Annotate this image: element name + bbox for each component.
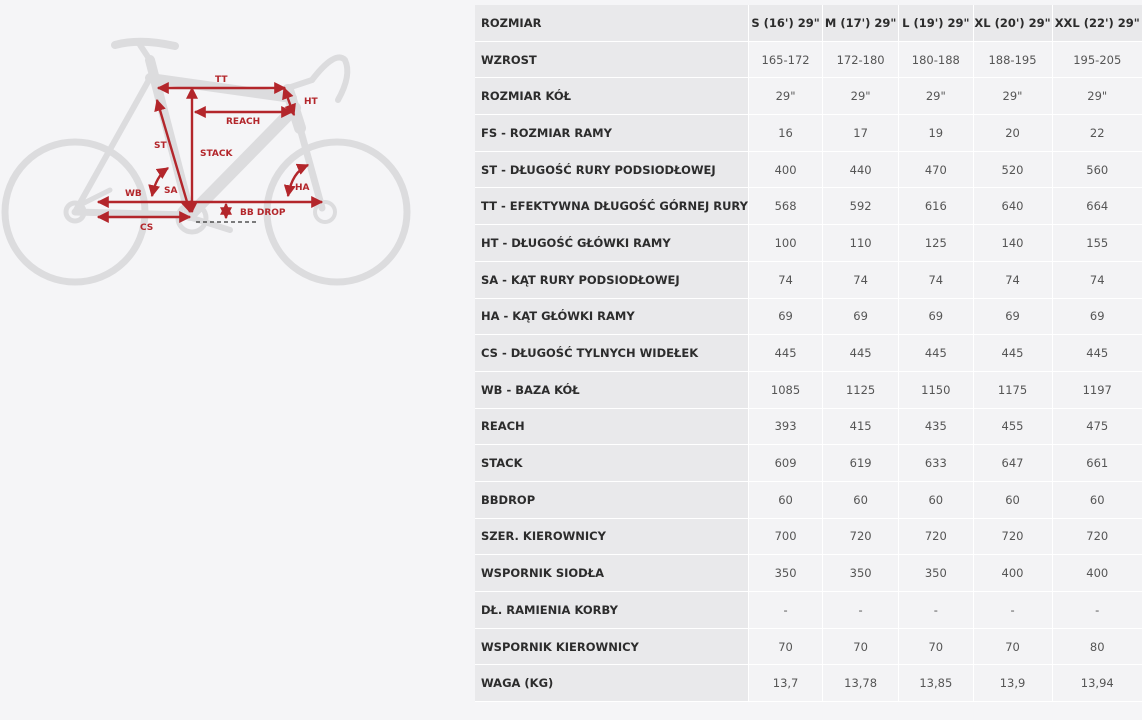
table-row [475, 262, 1142, 299]
table-cell: 440 [822, 152, 898, 189]
table-cell: 69 [822, 299, 898, 336]
table-cell: 69 [1052, 299, 1142, 336]
table-cell: 350 [898, 555, 972, 592]
table-cell: - [822, 592, 898, 629]
table-cell: 195-205 [1052, 42, 1142, 79]
size-column-header: L (19') 29" [898, 5, 972, 42]
row-label: WAGA (KG) [475, 665, 748, 702]
table-cell: 188-195 [973, 42, 1052, 79]
row-label: WSPORNIK SIODŁA [475, 555, 748, 592]
table-row [475, 152, 1142, 189]
table-cell: 520 [973, 152, 1052, 189]
size-column-header: XXL (22') 29" [1052, 5, 1142, 42]
table-cell: 16 [748, 115, 822, 152]
row-label: WB - BAZA KÓŁ [475, 372, 748, 409]
table-cell: 1197 [1052, 372, 1142, 409]
row-label: FS - ROZMIAR RAMY [475, 115, 748, 152]
table-cell: 445 [748, 335, 822, 372]
table-cell: 13,7 [748, 665, 822, 702]
table-cell: 13,9 [973, 665, 1052, 702]
table-cell: 568 [748, 188, 822, 225]
label-cs: CS [140, 223, 154, 233]
table-cell: 69 [973, 299, 1052, 336]
label-reach: REACH [226, 117, 261, 127]
label-ht: HT [304, 97, 318, 107]
table-cell: 592 [822, 188, 898, 225]
row-label: HA - KĄT GŁÓWKI RAMY [475, 299, 748, 336]
table-cell: 74 [973, 262, 1052, 299]
table-row [475, 482, 1142, 519]
bike-geometry-diagram [0, 0, 475, 300]
table-cell: 13,94 [1052, 665, 1142, 702]
size-column-header: S (16') 29" [748, 5, 822, 42]
table-cell: 700 [748, 519, 822, 556]
table-row [475, 78, 1142, 115]
table-cell: 475 [1052, 409, 1142, 446]
row-label: WSPORNIK KIEROWNICY [475, 629, 748, 666]
row-label: TT - EFEKTYWNA DŁUGOŚĆ GÓRNEJ RURY [475, 188, 748, 225]
table-header-row [475, 5, 1142, 42]
table-cell: 140 [973, 225, 1052, 262]
table-cell: 60 [973, 482, 1052, 519]
table-cell: 13,85 [898, 665, 972, 702]
row-label: CS - DŁUGOŚĆ TYLNYCH WIDEŁEK [475, 335, 748, 372]
label-stack: STACK [200, 149, 233, 159]
table-cell: 70 [748, 629, 822, 666]
table-cell: 29" [898, 78, 972, 115]
header-label: ROZMIAR [475, 5, 748, 42]
table-cell: 1150 [898, 372, 972, 409]
table-cell: 1125 [822, 372, 898, 409]
table-cell: 560 [1052, 152, 1142, 189]
row-label: REACH [475, 409, 748, 446]
table-cell: 60 [898, 482, 972, 519]
table-row [475, 409, 1142, 446]
row-label: SZER. KIEROWNICY [475, 519, 748, 556]
table-cell: - [748, 592, 822, 629]
table-cell: 60 [1052, 482, 1142, 519]
table-cell: 350 [748, 555, 822, 592]
table-cell: 70 [898, 629, 972, 666]
table-row [475, 115, 1142, 152]
table-cell: 29" [1052, 78, 1142, 115]
table-cell: 60 [822, 482, 898, 519]
table-row [475, 445, 1142, 482]
row-label: WZROST [475, 42, 748, 79]
table-cell: 470 [898, 152, 972, 189]
table-cell: 69 [748, 299, 822, 336]
table-cell: 17 [822, 115, 898, 152]
row-label: DŁ. RAMIENIA KORBY [475, 592, 748, 629]
table-cell: 415 [822, 409, 898, 446]
table-cell: 400 [973, 555, 1052, 592]
table-cell: 74 [748, 262, 822, 299]
table-cell: 720 [822, 519, 898, 556]
table-cell: 720 [973, 519, 1052, 556]
table-row [475, 42, 1142, 79]
table-cell: 445 [1052, 335, 1142, 372]
table-row [475, 592, 1142, 629]
table-cell: 74 [822, 262, 898, 299]
table-cell: - [973, 592, 1052, 629]
table-row [475, 629, 1142, 666]
table-cell: 13,78 [822, 665, 898, 702]
table-row [475, 225, 1142, 262]
table-row [475, 555, 1142, 592]
size-column-header: M (17') 29" [822, 5, 898, 42]
table-row [475, 299, 1142, 336]
table-row [475, 372, 1142, 409]
label-ha: HA [295, 183, 310, 193]
row-label: ST - DŁUGOŚĆ RURY PODSIODŁOWEJ [475, 152, 748, 189]
row-label: BBDROP [475, 482, 748, 519]
table-cell: 445 [973, 335, 1052, 372]
table-cell: 80 [1052, 629, 1142, 666]
table-cell: 633 [898, 445, 972, 482]
table-row [475, 665, 1142, 702]
label-tt: TT [215, 75, 228, 85]
table-cell: 400 [1052, 555, 1142, 592]
size-column-header: XL (20') 29" [973, 5, 1052, 42]
row-label: SA - KĄT RURY PODSIODŁOWEJ [475, 262, 748, 299]
table-cell: 165-172 [748, 42, 822, 79]
table-cell: 400 [748, 152, 822, 189]
table-cell: 69 [898, 299, 972, 336]
table-cell: 647 [973, 445, 1052, 482]
table-cell: 70 [973, 629, 1052, 666]
label-wb: WB [125, 189, 142, 199]
table-cell: 29" [822, 78, 898, 115]
label-bb-drop: BB DROP [240, 208, 286, 218]
bike-silhouette [5, 42, 407, 282]
table-cell: 616 [898, 188, 972, 225]
table-cell: 350 [822, 555, 898, 592]
table-cell: 445 [898, 335, 972, 372]
table-cell: 22 [1052, 115, 1142, 152]
label-sa: SA [164, 186, 178, 196]
table-cell: 74 [898, 262, 972, 299]
table-cell: - [898, 592, 972, 629]
bike-diagram-svg [0, 0, 475, 300]
table-row [475, 519, 1142, 556]
table-cell: 29" [748, 78, 822, 115]
table-cell: 155 [1052, 225, 1142, 262]
table-cell: 74 [1052, 262, 1142, 299]
row-label: ROZMIAR KÓŁ [475, 78, 748, 115]
table-cell: 664 [1052, 188, 1142, 225]
table-cell: 455 [973, 409, 1052, 446]
table-cell: 110 [822, 225, 898, 262]
table-cell: 661 [1052, 445, 1142, 482]
table-row [475, 335, 1142, 372]
table-cell: 445 [822, 335, 898, 372]
table-cell: - [1052, 592, 1142, 629]
table-cell: 180-188 [898, 42, 972, 79]
table-cell: 720 [1052, 519, 1142, 556]
table-cell: 29" [973, 78, 1052, 115]
table-cell: 70 [822, 629, 898, 666]
geometry-table [475, 5, 1142, 702]
table-cell: 609 [748, 445, 822, 482]
label-st: ST [154, 141, 167, 151]
table-cell: 619 [822, 445, 898, 482]
table-cell: 60 [748, 482, 822, 519]
row-label: HT - DŁUGOŚĆ GŁÓWKI RAMY [475, 225, 748, 262]
table-cell: 100 [748, 225, 822, 262]
table-cell: 1085 [748, 372, 822, 409]
table-cell: 19 [898, 115, 972, 152]
table-cell: 1175 [973, 372, 1052, 409]
table-body [475, 42, 1142, 702]
table-row [475, 188, 1142, 225]
table-cell: 125 [898, 225, 972, 262]
table-cell: 172-180 [822, 42, 898, 79]
table-cell: 435 [898, 409, 972, 446]
row-label: STACK [475, 445, 748, 482]
table-cell: 720 [898, 519, 972, 556]
table-cell: 393 [748, 409, 822, 446]
table-cell: 640 [973, 188, 1052, 225]
table-cell: 20 [973, 115, 1052, 152]
